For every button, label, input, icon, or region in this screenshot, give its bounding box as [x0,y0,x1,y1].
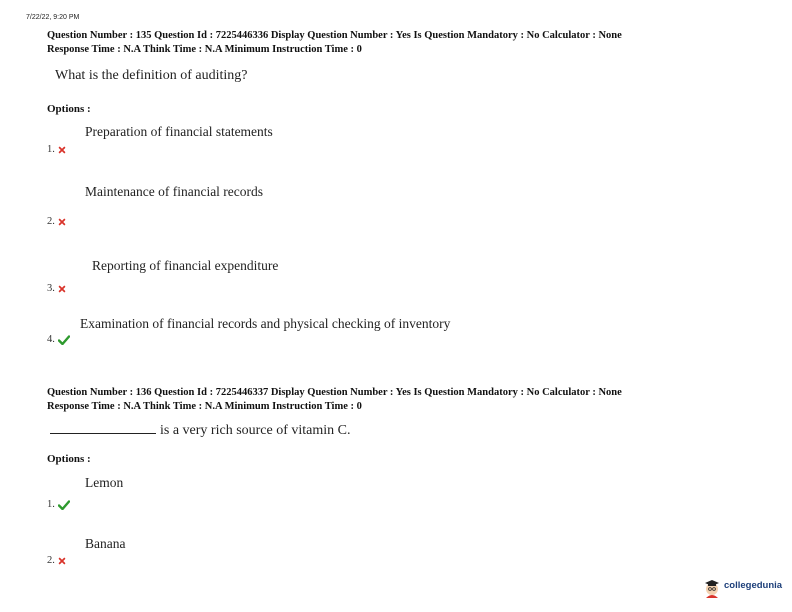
option-number [47,283,66,294]
question-text [50,422,351,439]
option-number [47,555,66,566]
logo-tagline [724,591,782,595]
cross-icon [58,146,66,154]
option-text: Examination of financial records and physical checking of inventory [80,316,451,331]
options-label: Options : [47,453,91,465]
option-number [47,216,66,227]
option-text: Banana [85,536,126,551]
print-timestamp: 7/22/22, 9:20 PM [26,14,80,21]
question-meta-line1: Question Number : 135 Question Id : 7225446336 Display Question Number : Yes Is Question Mandatory : No Calculator : None [47,30,622,41]
option-text: Maintenance of financial records [85,184,264,199]
question-meta-line2: Response Time : N.A Think Time : N.A Minimum Instruction Time : 0 [47,401,362,412]
option-number-label: 3. [47,283,55,294]
cross-icon [58,285,66,293]
question-text: What is the definition of auditing? [55,68,248,83]
collegedunia-logo [703,578,782,598]
question-meta-line1: Question Number : 136 Question Id : 7225446337 Display Question Number : Yes Is Question Mandatory : No Calculator : None [47,387,622,398]
graduate-avatar-icon [703,578,721,598]
fill-in-blank [50,422,156,434]
option-number-label: 2. [47,555,55,566]
option-number-label: 1. [47,144,55,155]
logo-name: collegedunia [724,580,783,591]
cross-icon [58,557,66,565]
option-number [47,144,66,155]
options-label: Options : [47,103,91,115]
option-number [47,334,70,345]
option-number-label: 2. [47,216,55,227]
check-icon [58,335,70,345]
option-number-label: 1. [47,499,55,510]
check-icon [58,500,70,510]
cross-icon [58,218,66,226]
option-text: Reporting of financial expenditure [92,258,279,273]
option-number [47,499,70,510]
option-text: Lemon [85,475,124,490]
option-text: Preparation of financial statements [85,124,273,139]
option-number-label: 4. [47,334,55,345]
question-text-content: is a very rich source of vitamin C. [160,423,351,438]
question-meta-line2: Response Time : N.A Think Time : N.A Minimum Instruction Time : 0 [47,44,362,55]
